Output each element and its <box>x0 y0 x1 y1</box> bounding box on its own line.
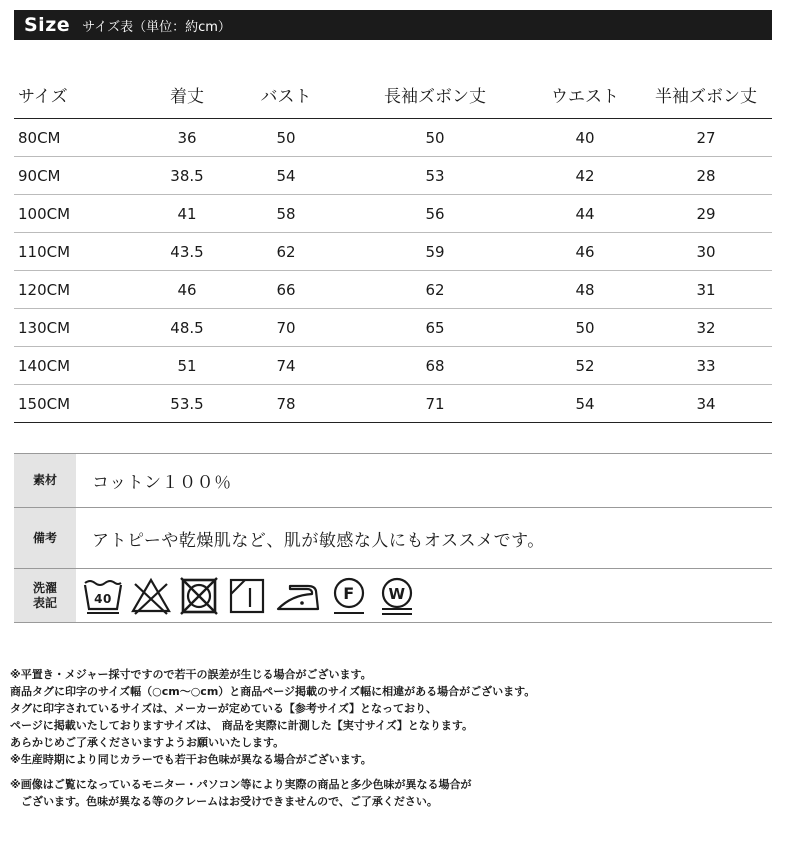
table-cell: 44 <box>575 204 595 223</box>
material-row <box>14 454 772 508</box>
table-cell: 50 <box>575 318 595 337</box>
table-row <box>14 157 772 195</box>
table-cell: 110CM <box>18 242 71 261</box>
table-cell: 38.5 <box>170 166 204 185</box>
table-cell: 68 <box>425 356 445 375</box>
table-cell: 71 <box>425 394 445 413</box>
table-cell: 62 <box>425 280 445 299</box>
table-cell: 65 <box>425 318 445 337</box>
care-label-line1: 洗濯 <box>32 580 57 595</box>
care-row <box>14 569 772 622</box>
size-header-bar <box>14 10 772 40</box>
size-table <box>14 70 772 423</box>
note-line: ※平置き・メジャー採寸ですので若干の誤差が生じる場合がございます。 <box>10 668 372 681</box>
column-header: バスト <box>232 70 340 119</box>
care-label-line2: 表記 <box>32 595 57 610</box>
table-cell: 33 <box>696 356 716 375</box>
table-cell: 28 <box>696 166 716 185</box>
table-cell: 32 <box>696 318 716 337</box>
no-bleach-icon <box>130 575 172 617</box>
note-line: ※生産時期により同じカラーでも若干お色味が異なる場合がございます。 <box>10 753 372 766</box>
table-cell: 62 <box>276 242 296 261</box>
table-cell: 41 <box>177 204 197 223</box>
dry-clean-f-icon <box>328 575 370 617</box>
table-cell: 29 <box>696 204 716 223</box>
table-cell: 58 <box>276 204 296 223</box>
note-line: あらかじめご了承くださいますようお願いいたします。 <box>10 736 285 749</box>
table-cell: 53 <box>425 166 445 185</box>
note-row <box>14 508 772 569</box>
table-cell: 54 <box>575 394 595 413</box>
table-row <box>14 233 772 271</box>
product-info-table <box>14 453 772 623</box>
note-line: タグに印字されているサイズは、メーカーが定めている【参考サイズ】となっており、 <box>10 702 438 715</box>
wet-clean-w-icon <box>376 575 418 617</box>
table-cell: 40 <box>575 128 595 147</box>
note-line: 商品タグに印字のサイズ幅（○cm～○cm）と商品ページ掲載のサイズ幅に相違がある場合がございます。 <box>10 685 536 698</box>
table-cell: 70 <box>276 318 296 337</box>
table-cell: 54 <box>276 166 296 185</box>
material-value: コットン１００％ <box>92 473 232 493</box>
table-cell: 46 <box>177 280 197 299</box>
no-tumble-dry-icon <box>178 575 220 617</box>
column-header: 着丈 <box>142 70 232 119</box>
column-header: サイズ <box>14 70 142 119</box>
table-cell: 59 <box>425 242 445 261</box>
column-header: 半袖ズボン丈 <box>640 70 772 119</box>
table-cell: 48.5 <box>170 318 204 337</box>
care-symbols <box>76 569 772 622</box>
table-cell: 100CM <box>18 204 71 223</box>
table-cell: 150CM <box>18 394 71 413</box>
table-row <box>14 385 772 423</box>
table-cell: 36 <box>177 128 197 147</box>
table-header-row <box>14 70 772 119</box>
column-header: ウエスト <box>530 70 640 119</box>
table-cell: 51 <box>177 356 197 375</box>
table-cell: 52 <box>575 356 595 375</box>
table-row <box>14 195 772 233</box>
material-label: 素材 <box>14 454 76 507</box>
wet-clean-letter: W <box>388 584 406 603</box>
care-label <box>14 569 76 622</box>
table-cell: 56 <box>425 204 445 223</box>
note-value: アトピーや乾燥肌など、肌が敏感な人にもオススメです。 <box>92 530 545 551</box>
table-row <box>14 309 772 347</box>
column-header: 長袖ズボン丈 <box>340 70 530 119</box>
table-cell: 43.5 <box>170 242 204 261</box>
table-cell: 42 <box>575 166 595 185</box>
table-cell: 120CM <box>18 280 71 299</box>
table-row <box>14 347 772 385</box>
table-cell: 27 <box>696 128 716 147</box>
table-cell: 53.5 <box>170 394 204 413</box>
notes-section <box>10 666 790 810</box>
table-cell: 31 <box>696 280 716 299</box>
note-line: ページに掲載いたしておりますサイズは、 商品を実際に計測した【実寸サイズ】となります。 <box>10 719 473 732</box>
table-cell: 78 <box>276 394 296 413</box>
note-line: ※画像はご覧になっているモニター・パソコン等により実際の商品と多少色味が異なる場合が <box>10 778 472 791</box>
table-row <box>14 271 772 309</box>
table-cell: 46 <box>575 242 595 261</box>
table-cell: 50 <box>276 128 296 147</box>
wash-temp: 40 <box>94 591 112 606</box>
table-cell: 90CM <box>18 166 61 185</box>
table-cell: 48 <box>575 280 595 299</box>
wash-tub-icon <box>82 575 124 617</box>
table-cell: 80CM <box>18 128 61 147</box>
shade-dry-icon <box>226 575 268 617</box>
table-cell: 34 <box>696 394 716 413</box>
table-cell: 66 <box>276 280 296 299</box>
note-label: 備考 <box>14 508 76 568</box>
table-row <box>14 119 772 157</box>
note-line: ございます。色味が異なる等のクレームはお受けできませんので、ご了承ください。 <box>10 795 438 808</box>
table-cell: 140CM <box>18 356 71 375</box>
table-cell: 50 <box>425 128 445 147</box>
dry-clean-letter: F <box>343 583 355 603</box>
size-title: Size <box>24 14 71 36</box>
table-cell: 30 <box>696 242 716 261</box>
iron-low-icon <box>274 575 322 617</box>
table-cell: 130CM <box>18 318 71 337</box>
table-cell: 74 <box>276 356 296 375</box>
size-subtitle: サイズ表（単位：約cm） <box>82 19 231 35</box>
